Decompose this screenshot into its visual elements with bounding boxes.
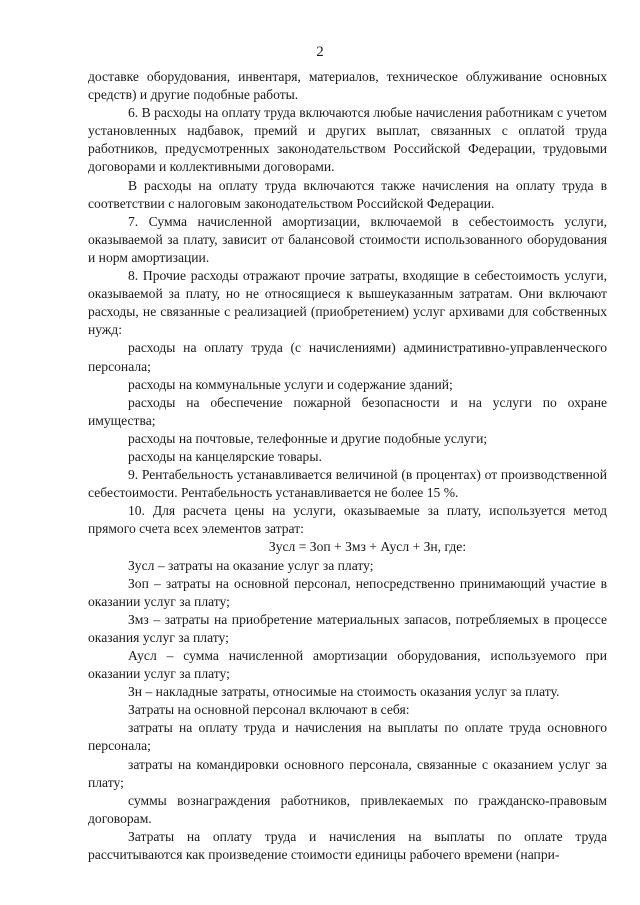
list-item-personnel-labor: затраты на оплату труда и начисления на выплаты по оплате труда основного персонала; <box>88 720 607 754</box>
page-number: 2 <box>316 44 324 60</box>
paragraph-labor-cost-calculation: Затраты на оплату труда и начисления на выплаты по оплате труда рассчитываются как произведение стоимости единицы рабочего времени (напри- <box>88 828 607 863</box>
list-item-business-trips: затраты на командировки основного персонала, связанные с оказанием услуг за плату; <box>88 756 607 790</box>
list-item-fire-safety: расходы на обеспечение пожарной безопасности и на услуги по охране имущества; <box>88 394 607 428</box>
list-item-postal-phone: расходы на почтовые, телефонные и другие подобные услуги; <box>128 430 488 446</box>
formula: Зусл = Зоп + Змз + Аусл + Зн, где: <box>268 539 467 555</box>
definition-ausl: Аусл – сумма начисленной амортизации оборудования, используемого при оказании услуг за плату; <box>88 648 607 682</box>
paragraph-item-8-other-expenses: 8. Прочие расходы отражают прочие затраты, входящие в себестоимость услуги, оказываемой за плату, но не относящиеся к вышеуказанным затратам. Они включают расходы, не связанные с реализацией (приобретением) услуг архивами для собственных нужд: <box>88 268 607 338</box>
definition-zop: Зоп – затраты на основной персонал, непосредственно принимающий участие в оказании услуг за плату; <box>88 575 607 609</box>
paragraph-labor-costs-tax: В расходы на оплату труда включаются также начисления на оплату труда в соответствии с налоговым законодательством Российской Федерации. <box>88 177 607 211</box>
definition-zmz: Змз – затраты на приобретение материальных запасов, потребляемых в процессе оказания услуг за плату; <box>88 611 607 645</box>
paragraph-equipment-delivery: доставке оборудования, инвентаря, материалов, техническое облуживание основных средств) и другие подобные работы. <box>88 69 607 103</box>
list-item-admin-labor: расходы на оплату труда (с начислениями) административно-управленческого персонала; <box>88 340 607 374</box>
definition-zn: Зн – накладные затраты, относимые на стоимость оказания услуг за плату. <box>128 684 560 700</box>
paragraph-item-10-price-calculation: 10. Для расчета цены на услуги, оказываемые за плату, используется метод прямого счета всех элементов затрат: <box>88 503 607 537</box>
list-item-stationery: расходы на канцелярские товары. <box>128 448 322 464</box>
paragraph-personnel-costs-intro: Затраты на основной персонал включают в себя: <box>128 702 410 718</box>
paragraph-item-9-profitability: 9. Рентабельность устанавливается величиной (в процентах) от производственной себестоимости. Рентабельность устанавливается не более 15 %. <box>88 467 607 501</box>
definition-zusl: Зусл – затраты на оказание услуг за плату; <box>128 557 374 573</box>
paragraph-item-6-labor-costs: 6. В расходы на оплату труда включаются любые начисления работникам с учетом установленных надбавок, премий и других выплат, связанных с оплатой труда работников, предусмотренных законодательством Российской Федерации, трудовыми договорами и коллективными договорами. <box>88 105 607 175</box>
document-body <box>88 68 607 864</box>
list-item-civil-contracts: суммы вознаграждения работников, привлекаемых по гражданско-правовым договорам. <box>88 792 607 826</box>
list-item-utilities: расходы на коммунальные услуги и содержание зданий; <box>128 376 453 392</box>
paragraph-item-7-depreciation: 7. Сумма начисленной амортизации, включаемой в себестоимость услуги, оказываемой за плату, зависит от балансовой стоимости использованного оборудования и норм амортизации. <box>88 213 607 265</box>
